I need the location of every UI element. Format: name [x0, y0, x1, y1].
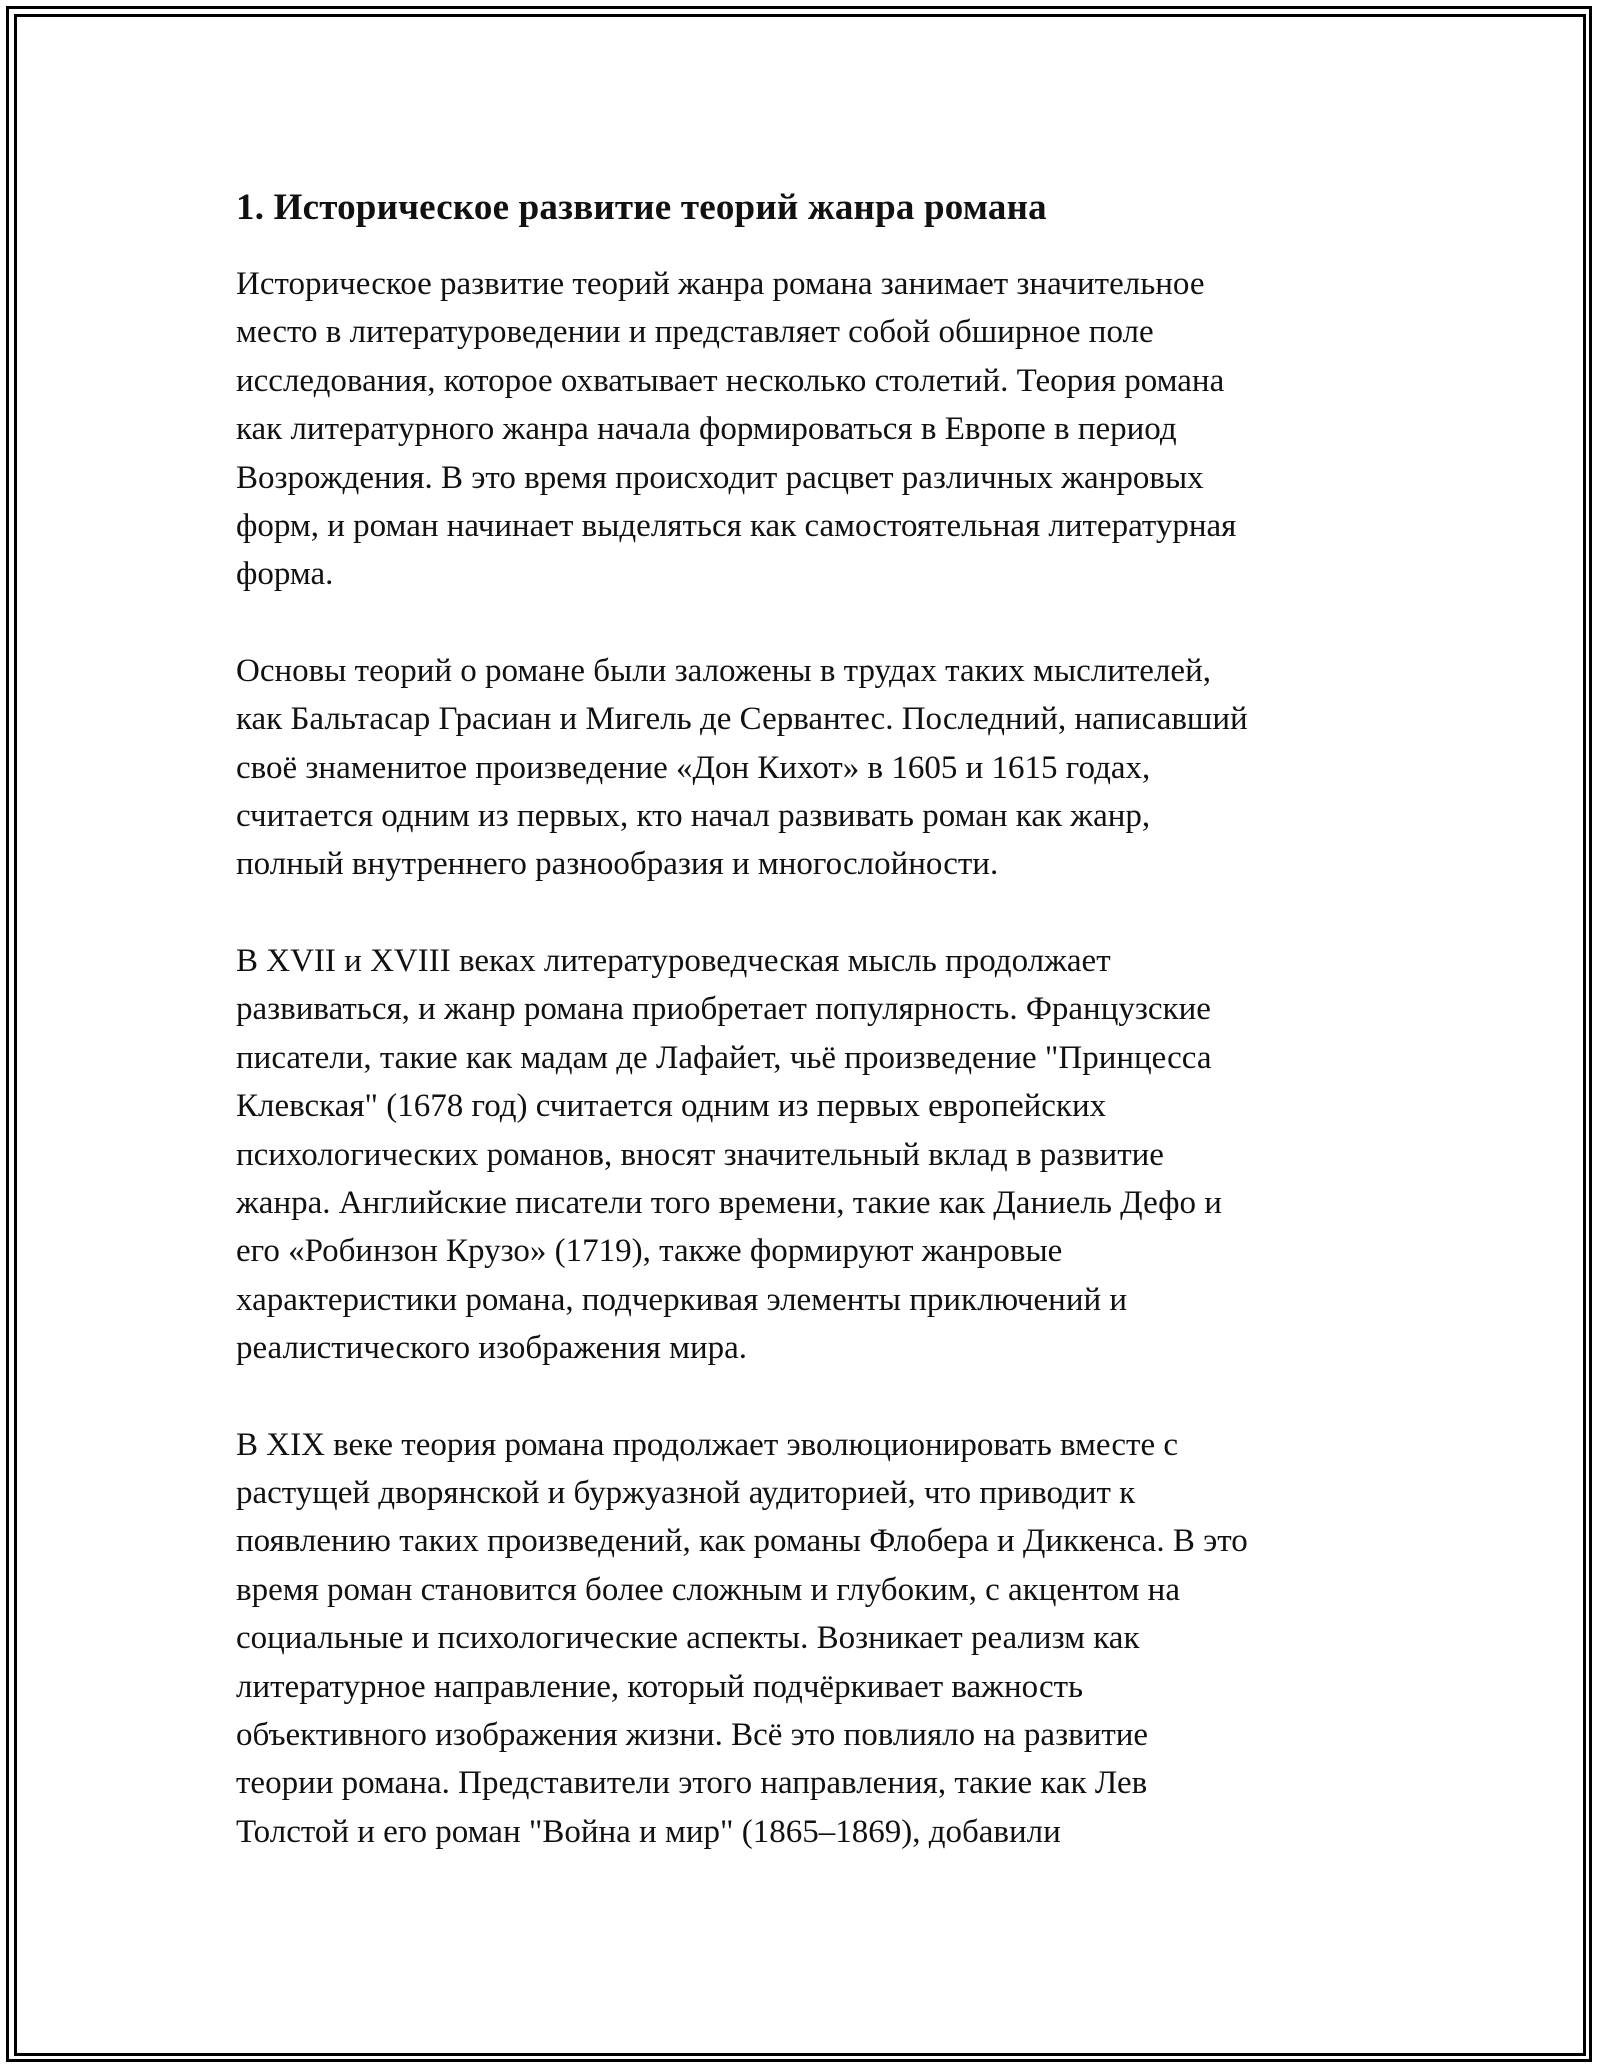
paragraph-line: растущей дворянской и буржуазной аудиторией, что приводит к — [236, 1474, 1136, 1511]
paragraph-line: полный внутреннего разнообразия и многослойности. — [236, 846, 999, 883]
paragraph-line: Историческое развитие теорий жанра романа занимает значительное — [236, 266, 1205, 302]
paragraph-line: как Бальтасар Грасиан и Мигель де Сервантес. Последний, написавший — [236, 701, 1248, 738]
paragraph-line: теории романа. Представители этого направления, такие как Лев — [236, 1765, 1148, 1802]
paragraph-line: Толстой и его роман "Война и мир" (1865–1869), добавили — [236, 1813, 1061, 1850]
paragraph-line: исследования, которое охватывает несколько столетий. Теория романа — [236, 362, 1225, 399]
paragraph-line: Возрождения. В это время происходит расцвет различных жанровых — [236, 459, 1204, 496]
paragraph-line: Клевская" (1678 год) считается одним из первых европейских — [236, 1088, 1107, 1125]
paragraph-line: своё знаменитое произведение «Дон Кихот» в 1605 и 1615 годах, — [236, 749, 1151, 786]
paragraph-line: считается одним из первых, кто начал развивать роман как жанр, — [236, 798, 1151, 835]
paragraph-line: литературное направление, который подчёркивает важность — [236, 1668, 1084, 1705]
paragraph-line: развиваться, и жанр романа приобретает популярность. Французские — [236, 991, 1211, 1028]
paragraph-line: реалистического изображения мира. — [236, 1330, 748, 1367]
paragraph-line: форм, и роман начинает выделяться как самостоятельная литературная — [236, 508, 1237, 545]
paragraph-line: его «Робинзон Крузо» (1719), также формируют жанровые — [236, 1233, 1063, 1270]
paragraph-line: В XVII и XVIII веках литературоведческая мысль продолжает — [236, 942, 1111, 979]
paragraph-3 — [236, 937, 1386, 1373]
paragraph-line: В XIX веке теория романа продолжает эволюционировать вместе с — [236, 1426, 1178, 1463]
paragraph-line: время роман становится более сложным и глубоким, с акцентом на — [236, 1571, 1180, 1608]
document-content — [236, 184, 1386, 1904]
paragraph-line: объективного изображения жизни. Всё это повлияло на развитие — [236, 1716, 1149, 1753]
section-heading: 1. Историческое развитие теорий жанра романа — [236, 187, 1047, 228]
paragraph-2 — [236, 647, 1386, 889]
paragraph-line: форма. — [236, 556, 334, 593]
paragraph-line: место в литературоведении и представляет собой обширное поле — [236, 314, 1154, 351]
paragraph-1 — [236, 260, 1386, 599]
paragraph-line: характеристики романа, подчеркивая элементы приключений и — [236, 1281, 1128, 1318]
paragraph-line: как литературного жанра начала формироваться в Европе в период — [236, 411, 1177, 448]
paragraph-line: писатели, такие как мадам де Лафайет, чьё произведение "Принцесса — [236, 1039, 1212, 1076]
paragraph-line: жанра. Английские писатели того времени, такие как Даниель Дефо и — [236, 1184, 1222, 1221]
paragraph-line: социальные и психологические аспекты. Возникает реализм как — [236, 1620, 1140, 1657]
paragraph-4 — [236, 1421, 1386, 1857]
paragraph-line: психологических романов, вносят значительный вклад в развитие — [236, 1136, 1164, 1173]
paragraph-line: появлению таких произведений, как романы Флобера и Диккенса. В это — [236, 1523, 1248, 1560]
paragraph-line: Основы теорий о романе были заложены в трудах таких мыслителей, — [236, 652, 1211, 689]
